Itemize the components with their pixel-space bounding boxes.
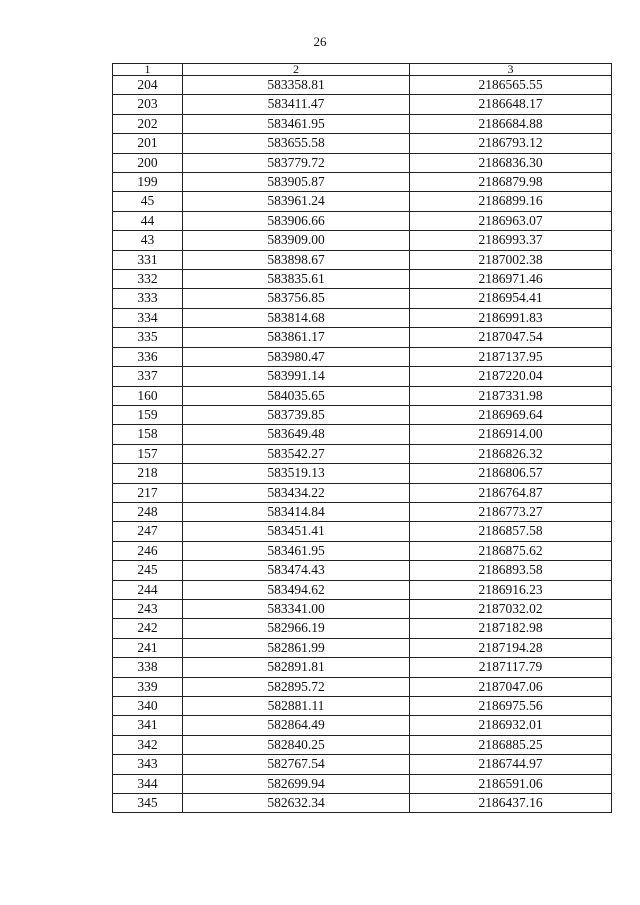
- y-coordinate-cell: 2186916.23: [410, 580, 612, 599]
- point-number-cell: 247: [113, 522, 183, 541]
- x-coordinate-cell: 582881.11: [183, 697, 410, 716]
- point-number-cell: 339: [113, 677, 183, 696]
- point-number-cell: 245: [113, 561, 183, 580]
- table-row: [113, 405, 612, 424]
- table-row: [113, 231, 612, 250]
- point-number-cell: 334: [113, 308, 183, 327]
- point-number-cell: 341: [113, 716, 183, 735]
- y-coordinate-cell: 2186914.00: [410, 425, 612, 444]
- x-coordinate-cell: 582840.25: [183, 735, 410, 754]
- y-coordinate-cell: 2187117.79: [410, 658, 612, 677]
- point-number-cell: 248: [113, 502, 183, 521]
- table-row: [113, 619, 612, 638]
- point-number-cell: 242: [113, 619, 183, 638]
- y-coordinate-cell: 2186648.17: [410, 95, 612, 114]
- table-row: [113, 134, 612, 153]
- y-coordinate-cell: 2186857.58: [410, 522, 612, 541]
- point-number-cell: 338: [113, 658, 183, 677]
- x-coordinate-cell: 583414.84: [183, 502, 410, 521]
- x-coordinate-cell: 582864.49: [183, 716, 410, 735]
- y-coordinate-cell: 2187047.54: [410, 328, 612, 347]
- table-row: [113, 464, 612, 483]
- y-coordinate-cell: 2186793.12: [410, 134, 612, 153]
- table-row: [113, 192, 612, 211]
- x-coordinate-cell: 583474.43: [183, 561, 410, 580]
- x-coordinate-cell: 583494.62: [183, 580, 410, 599]
- table-header: [113, 64, 612, 76]
- x-coordinate-cell: 582699.94: [183, 774, 410, 793]
- table-row: [113, 76, 612, 95]
- y-coordinate-cell: 2187331.98: [410, 386, 612, 405]
- point-number-cell: 331: [113, 250, 183, 269]
- y-coordinate-cell: 2186991.83: [410, 308, 612, 327]
- point-number-cell: 202: [113, 114, 183, 133]
- page-number: 26: [313, 34, 327, 49]
- table-row: [113, 444, 612, 463]
- point-number-cell: 335: [113, 328, 183, 347]
- coordinates-table: [112, 63, 612, 813]
- x-coordinate-cell: 583898.67: [183, 250, 410, 269]
- y-coordinate-cell: 2186885.25: [410, 735, 612, 754]
- table-row: [113, 755, 612, 774]
- point-number-cell: 199: [113, 173, 183, 192]
- x-coordinate-cell: 583461.95: [183, 541, 410, 560]
- point-number-cell: 201: [113, 134, 183, 153]
- table-body: [113, 76, 612, 813]
- table-row: [113, 677, 612, 696]
- table-row: [113, 697, 612, 716]
- y-coordinate-cell: 2187002.38: [410, 250, 612, 269]
- point-number-cell: 43: [113, 231, 183, 250]
- x-coordinate-cell: 583980.47: [183, 347, 410, 366]
- x-coordinate-cell: 583341.00: [183, 599, 410, 618]
- point-number-cell: 246: [113, 541, 183, 560]
- x-coordinate-cell: 583909.00: [183, 231, 410, 250]
- table-row: [113, 774, 612, 793]
- point-number-cell: 158: [113, 425, 183, 444]
- y-coordinate-cell: 2186963.07: [410, 211, 612, 230]
- x-coordinate-cell: 582891.81: [183, 658, 410, 677]
- table-row: [113, 580, 612, 599]
- x-coordinate-cell: 582895.72: [183, 677, 410, 696]
- y-coordinate-cell: 2186993.37: [410, 231, 612, 250]
- table-row: [113, 289, 612, 308]
- x-coordinate-cell: 583434.22: [183, 483, 410, 502]
- y-coordinate-cell: 2186836.30: [410, 153, 612, 172]
- x-coordinate-cell: 583411.47: [183, 95, 410, 114]
- y-coordinate-cell: 2187194.28: [410, 638, 612, 657]
- y-coordinate-cell: 2186975.56: [410, 697, 612, 716]
- point-number-cell: 159: [113, 405, 183, 424]
- x-coordinate-cell: 583991.14: [183, 367, 410, 386]
- y-coordinate-cell: 2187047.06: [410, 677, 612, 696]
- table-row: [113, 794, 612, 813]
- x-coordinate-cell: 583542.27: [183, 444, 410, 463]
- x-coordinate-cell: 584035.65: [183, 386, 410, 405]
- x-coordinate-cell: 583451.41: [183, 522, 410, 541]
- point-number-cell: 345: [113, 794, 183, 813]
- table-row: [113, 599, 612, 618]
- column-header-3: 3: [410, 64, 612, 76]
- point-number-cell: 244: [113, 580, 183, 599]
- column-header-1: 1: [113, 64, 183, 76]
- point-number-cell: 336: [113, 347, 183, 366]
- table-row: [113, 735, 612, 754]
- table-row: [113, 308, 612, 327]
- y-coordinate-cell: 2186806.57: [410, 464, 612, 483]
- y-coordinate-cell: 2186875.62: [410, 541, 612, 560]
- table-row: [113, 211, 612, 230]
- point-number-cell: 241: [113, 638, 183, 657]
- header-row: [113, 64, 612, 76]
- table-row: [113, 658, 612, 677]
- table-row: [113, 250, 612, 269]
- y-coordinate-cell: 2186971.46: [410, 270, 612, 289]
- point-number-cell: 243: [113, 599, 183, 618]
- point-number-cell: 204: [113, 76, 183, 95]
- table-row: [113, 502, 612, 521]
- x-coordinate-cell: 583835.61: [183, 270, 410, 289]
- x-coordinate-cell: 583756.85: [183, 289, 410, 308]
- x-coordinate-cell: 583961.24: [183, 192, 410, 211]
- y-coordinate-cell: 2186773.27: [410, 502, 612, 521]
- y-coordinate-cell: 2186764.87: [410, 483, 612, 502]
- y-coordinate-cell: 2186684.88: [410, 114, 612, 133]
- table-row: [113, 173, 612, 192]
- table-row: [113, 638, 612, 657]
- point-number-cell: 200: [113, 153, 183, 172]
- y-coordinate-cell: 2187182.98: [410, 619, 612, 638]
- table-row: [113, 95, 612, 114]
- table-row: [113, 541, 612, 560]
- y-coordinate-cell: 2186879.98: [410, 173, 612, 192]
- table-row: [113, 367, 612, 386]
- point-number-cell: 203: [113, 95, 183, 114]
- x-coordinate-cell: 582767.54: [183, 755, 410, 774]
- y-coordinate-cell: 2186893.58: [410, 561, 612, 580]
- y-coordinate-cell: 2186932.01: [410, 716, 612, 735]
- point-number-cell: 217: [113, 483, 183, 502]
- point-number-cell: 157: [113, 444, 183, 463]
- y-coordinate-cell: 2187137.95: [410, 347, 612, 366]
- point-number-cell: 45: [113, 192, 183, 211]
- x-coordinate-cell: 583739.85: [183, 405, 410, 424]
- table-row: [113, 425, 612, 444]
- table-row: [113, 716, 612, 735]
- x-coordinate-cell: 583861.17: [183, 328, 410, 347]
- column-header-2: 2: [183, 64, 410, 76]
- y-coordinate-cell: 2186826.32: [410, 444, 612, 463]
- point-number-cell: 44: [113, 211, 183, 230]
- x-coordinate-cell: 583358.81: [183, 76, 410, 95]
- x-coordinate-cell: 582861.99: [183, 638, 410, 657]
- point-number-cell: 342: [113, 735, 183, 754]
- point-number-cell: 218: [113, 464, 183, 483]
- point-number-cell: 344: [113, 774, 183, 793]
- x-coordinate-cell: 583905.87: [183, 173, 410, 192]
- y-coordinate-cell: 2186954.41: [410, 289, 612, 308]
- y-coordinate-cell: 2186565.55: [410, 76, 612, 95]
- x-coordinate-cell: 582632.34: [183, 794, 410, 813]
- x-coordinate-cell: 583906.66: [183, 211, 410, 230]
- table-row: [113, 522, 612, 541]
- table-row: [113, 483, 612, 502]
- point-number-cell: 332: [113, 270, 183, 289]
- x-coordinate-cell: 583655.58: [183, 134, 410, 153]
- point-number-cell: 333: [113, 289, 183, 308]
- y-coordinate-cell: 2186744.97: [410, 755, 612, 774]
- y-coordinate-cell: 2186437.16: [410, 794, 612, 813]
- x-coordinate-cell: 583779.72: [183, 153, 410, 172]
- y-coordinate-cell: 2187220.04: [410, 367, 612, 386]
- table-row: [113, 386, 612, 405]
- table-row: [113, 561, 612, 580]
- y-coordinate-cell: 2186969.64: [410, 405, 612, 424]
- table-row: [113, 347, 612, 366]
- point-number-cell: 343: [113, 755, 183, 774]
- y-coordinate-cell: 2186591.06: [410, 774, 612, 793]
- table-row: [113, 328, 612, 347]
- y-coordinate-cell: 2187032.02: [410, 599, 612, 618]
- x-coordinate-cell: 583649.48: [183, 425, 410, 444]
- table-row: [113, 270, 612, 289]
- x-coordinate-cell: 583814.68: [183, 308, 410, 327]
- y-coordinate-cell: 2186899.16: [410, 192, 612, 211]
- point-number-cell: 160: [113, 386, 183, 405]
- point-number-cell: 340: [113, 697, 183, 716]
- x-coordinate-cell: 583519.13: [183, 464, 410, 483]
- x-coordinate-cell: 582966.19: [183, 619, 410, 638]
- point-number-cell: 337: [113, 367, 183, 386]
- table-row: [113, 153, 612, 172]
- x-coordinate-cell: 583461.95: [183, 114, 410, 133]
- table-row: [113, 114, 612, 133]
